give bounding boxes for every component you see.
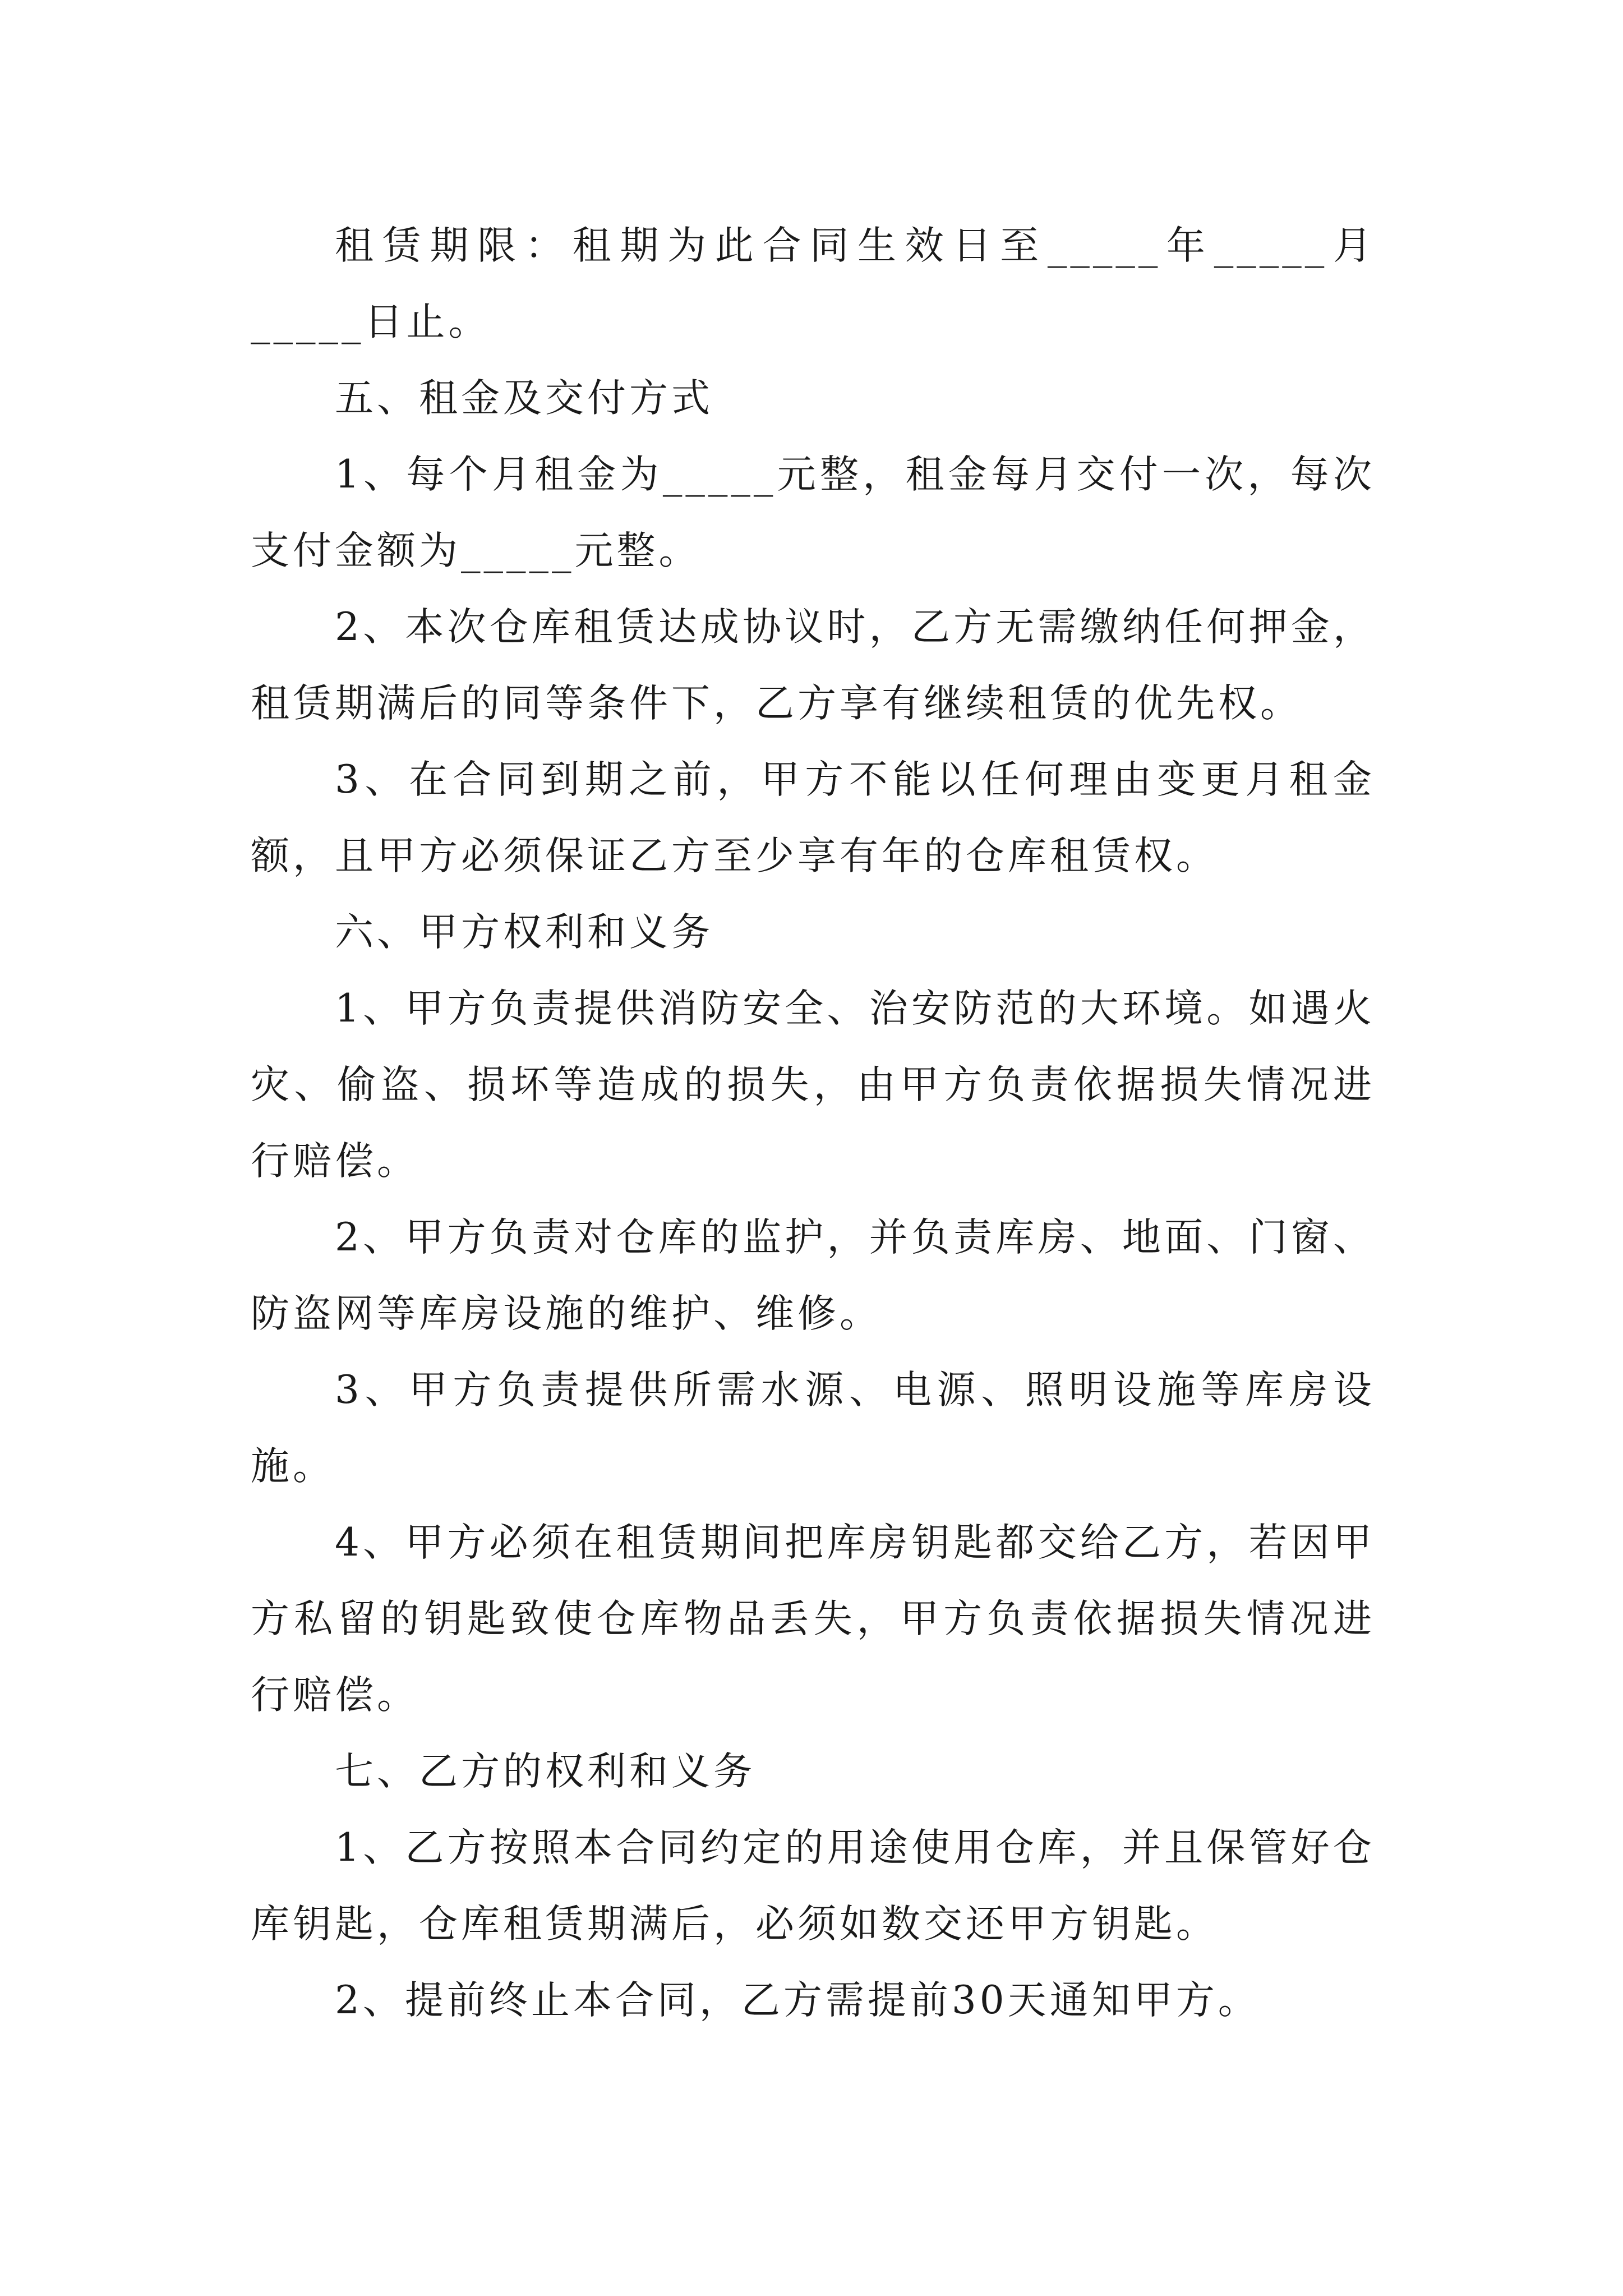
party-b-clause-2: 2、提前终止本合同，乙方需提前30天通知甲方。 bbox=[335, 1978, 1260, 2023]
section-7-heading: 七、乙方的权利和义务 bbox=[335, 1749, 755, 1794]
party-a-clause-3: 3、甲方负责提供所需水源、电源、照明设施等库房设施。 bbox=[251, 1368, 1375, 1489]
party-a-clause-4: 4、甲方必须在租赁期间把库房钥匙都交给乙方，若因甲方私留的钥匙致使仓库物品丢失，甲方负责依据损失情况进行赔偿。 bbox=[251, 1520, 1375, 1718]
party-a-clause-2: 2、甲方负责对仓库的监护，并负责库房、地面、门窗、防盗网等库房设施的维护、维修。 bbox=[251, 1215, 1375, 1336]
rent-clause-2: 2、本次仓库租赁达成协议时，乙方无需缴纳任何押金，租赁期满后的同等条件下，乙方享有继续租赁的优先权。 bbox=[251, 605, 1375, 726]
document-body bbox=[251, 208, 1375, 2039]
party-a-clause-1: 1、甲方负责提供消防安全、治安防范的大环境。如遇火灾、偷盗、损坏等造成的损失，由甲方负责依据损失情况进行赔偿。 bbox=[251, 986, 1375, 1184]
section-6-heading: 六、甲方权利和义务 bbox=[335, 910, 713, 955]
rent-clause-3: 3、在合同到期之前，甲方不能以任何理由变更月租金额，且甲方必须保证乙方至少享有年的仓库租赁权。 bbox=[251, 757, 1375, 878]
lease-term-paragraph: 租赁期限：租期为此合同生效日至_____年_____月_____日止。 bbox=[251, 223, 1376, 344]
section-5-heading: 五、租金及交付方式 bbox=[335, 376, 713, 421]
party-b-clause-1: 1、乙方按照本合同约定的用途使用仓库，并且保管好仓库钥匙，仓库租赁期满后，必须如数交还甲方钥匙。 bbox=[251, 1825, 1375, 1947]
rent-clause-1: 1、每个月租金为_____元整，租金每月交付一次，每次支付金额为_____元整。 bbox=[251, 452, 1375, 573]
